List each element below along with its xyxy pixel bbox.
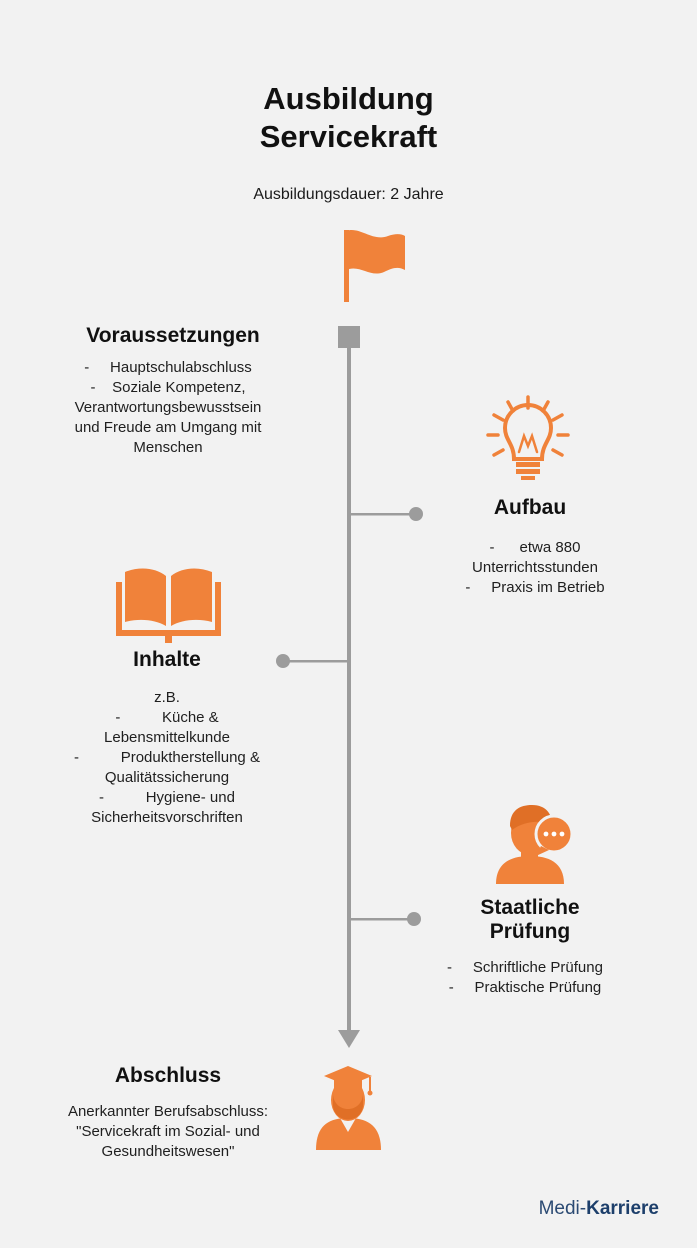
title-line-1: Ausbildung bbox=[263, 81, 434, 116]
flag-icon bbox=[344, 230, 405, 302]
pruefung-heading bbox=[430, 896, 630, 944]
branch-aufbau bbox=[349, 507, 423, 521]
abschluss-text bbox=[38, 1102, 298, 1162]
voraussetzungen-line: Menschen bbox=[133, 439, 203, 456]
duration-text: Ausbildungsdauer: 2 Jahre bbox=[253, 186, 444, 203]
pruefung-heading-line-2: Prüfung bbox=[489, 920, 571, 943]
inhalte-line: - Produktherstellung & bbox=[74, 749, 260, 766]
pruefung-heading-line-1: Staatliche bbox=[480, 896, 580, 919]
inhalte-line: z.B. bbox=[154, 689, 180, 706]
branch-inhalte bbox=[276, 654, 349, 668]
voraussetzungen-heading: Voraussetzungen bbox=[86, 324, 260, 347]
graduate-icon bbox=[316, 1066, 381, 1150]
medi-karriere-logo bbox=[539, 1198, 659, 1220]
timeline-start-square bbox=[338, 326, 360, 348]
branch-pruefung bbox=[349, 912, 421, 926]
pruefung-line: - Praktische Prüfung bbox=[448, 979, 602, 996]
pruefung-line: - Schriftliche Prüfung bbox=[447, 959, 603, 976]
aufbau-text bbox=[430, 538, 640, 598]
aufbau-line: - Praxis im Betrieb bbox=[465, 579, 605, 596]
book-icon bbox=[116, 569, 221, 643]
lightbulb-icon bbox=[488, 397, 568, 480]
inhalte-line: Lebensmittelkunde bbox=[104, 729, 230, 746]
inhalte-line: Sicherheitsvorschriften bbox=[91, 809, 243, 826]
abschluss-heading: Abschluss bbox=[114, 1064, 222, 1087]
inhalte-line: - Küche & bbox=[115, 709, 219, 726]
aufbau-heading: Aufbau bbox=[493, 496, 567, 519]
voraussetzungen-line: - Soziale Kompetenz, bbox=[90, 379, 246, 396]
abschluss-line: Anerkannter Berufsabschluss: bbox=[67, 1103, 269, 1120]
person-speech-icon bbox=[496, 805, 572, 884]
inhalte-text bbox=[52, 688, 282, 828]
voraussetzungen-text bbox=[48, 358, 288, 458]
voraussetzungen-line: - Hauptschulabschluss bbox=[84, 359, 252, 376]
logo-part-2: Karriere bbox=[586, 1198, 659, 1219]
aufbau-line: - etwa 880 bbox=[489, 539, 581, 556]
voraussetzungen-line: und Freude am Umgang mit bbox=[74, 419, 262, 436]
voraussetzungen-line: Verantwortungsbewusstsein bbox=[74, 399, 262, 416]
aufbau-line: Unterrichtsstunden bbox=[472, 559, 598, 576]
abschluss-line: Gesundheitswesen" bbox=[101, 1143, 235, 1160]
timeline-arrowhead bbox=[338, 1030, 360, 1048]
pruefung-text bbox=[415, 958, 635, 998]
inhalte-heading: Inhalte bbox=[133, 648, 201, 671]
page-title bbox=[0, 80, 697, 156]
title-line-2: Servicekraft bbox=[259, 119, 438, 154]
abschluss-line: "Servicekraft im Sozial- und bbox=[76, 1123, 260, 1140]
inhalte-line: - Hygiene- und bbox=[99, 789, 235, 806]
timeline-line bbox=[347, 346, 351, 1032]
logo-part-1: Medi- bbox=[538, 1198, 587, 1219]
inhalte-line: Qualitätssicherung bbox=[104, 769, 230, 786]
